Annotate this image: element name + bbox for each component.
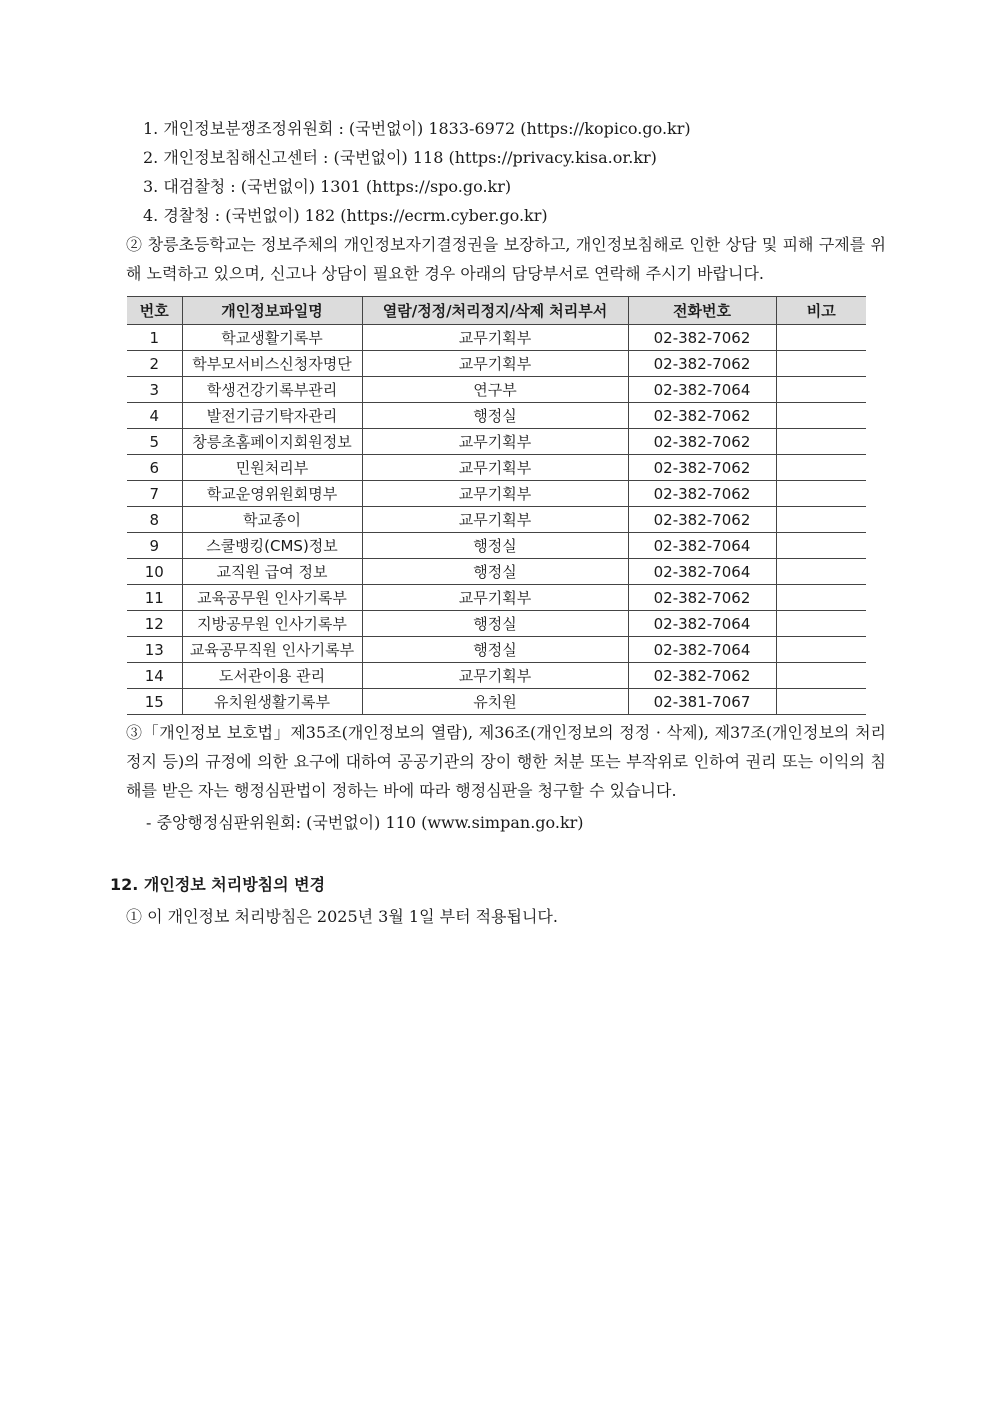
header-department: 열람/정정/처리정지/삭제 처리부서 [362,297,628,325]
cell-number: 6 [127,455,182,481]
cell-phone: 02-382-7062 [628,507,776,533]
cell-number: 2 [127,351,182,377]
table-row [127,481,866,507]
cell-department: 교무기획부 [362,585,628,611]
cell-file-name: 민원처리부 [182,455,362,481]
cell-phone: 02-382-7062 [628,403,776,429]
cell-note [776,377,866,403]
cell-department: 교무기획부 [362,455,628,481]
cell-number: 4 [127,403,182,429]
cell-department: 교무기획부 [362,481,628,507]
table-row [127,351,866,377]
cell-note [776,689,866,715]
table-row [127,403,866,429]
table-row [127,637,866,663]
cell-phone: 02-382-7062 [628,429,776,455]
cell-phone: 02-381-7067 [628,689,776,715]
cell-phone: 02-382-7062 [628,585,776,611]
cell-file-name: 유치원생활기록부 [182,689,362,715]
table-row [127,429,866,455]
cell-file-name: 창릉초홈페이지회원정보 [182,429,362,455]
cell-department: 행정실 [362,611,628,637]
cell-file-name: 학생건강기록부관리 [182,377,362,403]
table-header-row [127,297,866,325]
cell-note [776,663,866,689]
cell-file-name: 학교운영위원회명부 [182,481,362,507]
cell-phone: 02-382-7064 [628,533,776,559]
cell-number: 14 [127,663,182,689]
cell-number: 13 [127,637,182,663]
cell-number: 12 [127,611,182,637]
table-row [127,455,866,481]
cell-file-name: 도서관이용 관리 [182,663,362,689]
agency-item-1: 1. 개인정보분쟁조정위원회 : (국번없이) 1833-6972 (https://kopico.go.kr) [143,119,691,138]
cell-file-name: 학부모서비스신청자명단 [182,351,362,377]
cell-number: 7 [127,481,182,507]
agency-item-3: 3. 대검찰청 : (국번없이) 1301 (https://spo.go.kr) [143,177,512,196]
cell-department: 유치원 [362,689,628,715]
header-note: 비고 [776,297,866,325]
cell-department: 행정실 [362,533,628,559]
cell-number: 10 [127,559,182,585]
cell-file-name: 교육공무원 인사기록부 [182,585,362,611]
table-row [127,611,866,637]
cell-department: 행정실 [362,403,628,429]
cell-note [776,403,866,429]
cell-phone: 02-382-7062 [628,351,776,377]
cell-phone: 02-382-7064 [628,377,776,403]
cell-note [776,325,866,351]
cell-note [776,533,866,559]
paragraph-3: ③「개인정보 보호법」제35조(개인정보의 열람), 제36조(개인정보의 정정 · 삭제), 제37조(개인정보의 처리정지 등)의 규정에 의한 요구에 대하여 공공기관의 장이 행한 처분 또는 부작위로 인하여 권리 또는 이익의 침해를 받은 자는 행정심판법이 정하는 바에 따라 행정심판을 청구할 수 있습니다. [126,723,886,800]
cell-department: 교무기획부 [362,325,628,351]
agency-item-2: 2. 개인정보침해신고센터 : (국번없이) 118 (https://privacy.kisa.or.kr) [143,148,657,167]
agency-item-4: 4. 경찰청 : (국번없이) 182 (https://ecrm.cyber.go.kr) [143,206,548,225]
cell-file-name: 학교종이 [182,507,362,533]
cell-note [776,429,866,455]
cell-note [776,455,866,481]
header-file-name: 개인정보파일명 [182,297,362,325]
table-row [127,559,866,585]
cell-file-name: 지방공무원 인사기록부 [182,611,362,637]
section-12-title: 12. 개인정보 처리방침의 변경 [110,875,326,894]
cell-department: 행정실 [362,637,628,663]
table-row [127,663,866,689]
cell-file-name: 스쿨뱅킹(CMS)정보 [182,533,362,559]
cell-phone: 02-382-7064 [628,637,776,663]
table-row [127,585,866,611]
cell-number: 5 [127,429,182,455]
cell-number: 8 [127,507,182,533]
cell-department: 교무기획부 [362,507,628,533]
table-row [127,533,866,559]
table-row [127,689,866,715]
cell-note [776,559,866,585]
cell-number: 1 [127,325,182,351]
cell-department: 교무기획부 [362,351,628,377]
cell-department: 교무기획부 [362,663,628,689]
cell-department: 행정실 [362,559,628,585]
cell-file-name: 교직원 급여 정보 [182,559,362,585]
cell-note [776,507,866,533]
cell-note [776,481,866,507]
cell-number: 15 [127,689,182,715]
table-row [127,325,866,351]
paragraph-2: ② 창릉초등학교는 정보주체의 개인정보자기결정권을 보장하고, 개인정보침해로 인한 상담 및 피해 구제를 위해 노력하고 있으며, 신고나 상담이 필요한 경우 아래의 담당부서로 연락해 주시기 바랍니다. [126,235,886,283]
table-row [127,377,866,403]
cell-note [776,611,866,637]
cell-phone: 02-382-7064 [628,559,776,585]
department-table [127,296,866,715]
cell-phone: 02-382-7062 [628,663,776,689]
simpan-contact: - 중앙행정심판위원회: (국번없이) 110 (www.simpan.go.kr) [146,813,584,832]
cell-phone: 02-382-7062 [628,455,776,481]
cell-file-name: 발전기금기탁자관리 [182,403,362,429]
cell-department: 연구부 [362,377,628,403]
cell-phone: 02-382-7064 [628,611,776,637]
cell-file-name: 학교생활기록부 [182,325,362,351]
table-body [127,325,866,715]
cell-note [776,351,866,377]
cell-department: 교무기획부 [362,429,628,455]
cell-phone: 02-382-7062 [628,325,776,351]
header-phone: 전화번호 [628,297,776,325]
cell-note [776,637,866,663]
cell-file-name: 교육공무직원 인사기록부 [182,637,362,663]
cell-note [776,585,866,611]
section-12-item: ① 이 개인정보 처리방침은 2025년 3월 1일 부터 적용됩니다. [126,907,558,926]
cell-phone: 02-382-7062 [628,481,776,507]
cell-number: 3 [127,377,182,403]
table-row [127,507,866,533]
header-number: 번호 [127,297,182,325]
cell-number: 9 [127,533,182,559]
cell-number: 11 [127,585,182,611]
